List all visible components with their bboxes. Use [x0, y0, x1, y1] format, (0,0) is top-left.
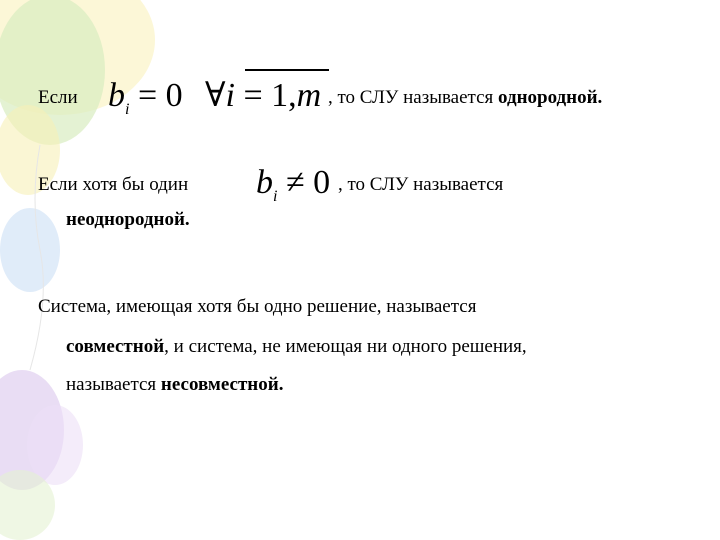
formula1-equals-zero: = 0	[137, 77, 183, 114]
formula1-subscript-i: i	[125, 101, 130, 118]
formula1-b: b	[108, 77, 125, 114]
term-inconsistent: несовместной.	[160, 374, 284, 395]
line2-suffix: , то СЛУ называется	[338, 174, 504, 195]
line1-prefix: Если	[38, 87, 78, 108]
line2-prefix: Если хотя бы один	[38, 174, 189, 195]
para-line2	[66, 337, 527, 356]
line1-suffix	[328, 88, 602, 107]
formula-bi-equals-zero	[108, 77, 183, 118]
para-line3	[66, 375, 283, 394]
para-line3-plain: называется	[66, 374, 161, 395]
term-homogeneous: однородной.	[498, 87, 603, 108]
para-line1: Система, имеющая хотя бы одно решение, называется	[38, 296, 477, 317]
formula1-i: i	[225, 77, 235, 114]
formula2-subscript-i: i	[273, 188, 278, 205]
formula-forall-i	[205, 79, 321, 113]
term-consistent: совместной	[66, 336, 165, 357]
balloon-blue	[0, 208, 60, 292]
line1-suffix-plain: , то СЛУ называется	[328, 87, 499, 108]
para-line2-rest: , и система, не имеющая ни одного решения,	[164, 336, 527, 357]
formula2-not-equal-zero: ≠ 0	[285, 164, 331, 201]
formula1-m: m	[296, 77, 322, 114]
formula1-range	[243, 77, 296, 114]
overline-bar	[245, 69, 328, 71]
formula2-b: b	[256, 164, 273, 201]
forall-symbol: ∀	[205, 77, 226, 114]
balloon-purple-2	[27, 405, 83, 485]
formula1-eq-one: = 1,	[243, 77, 297, 114]
term-nonhomogeneous: неоднородной.	[66, 209, 190, 230]
formula-bi-not-zero	[256, 164, 331, 205]
